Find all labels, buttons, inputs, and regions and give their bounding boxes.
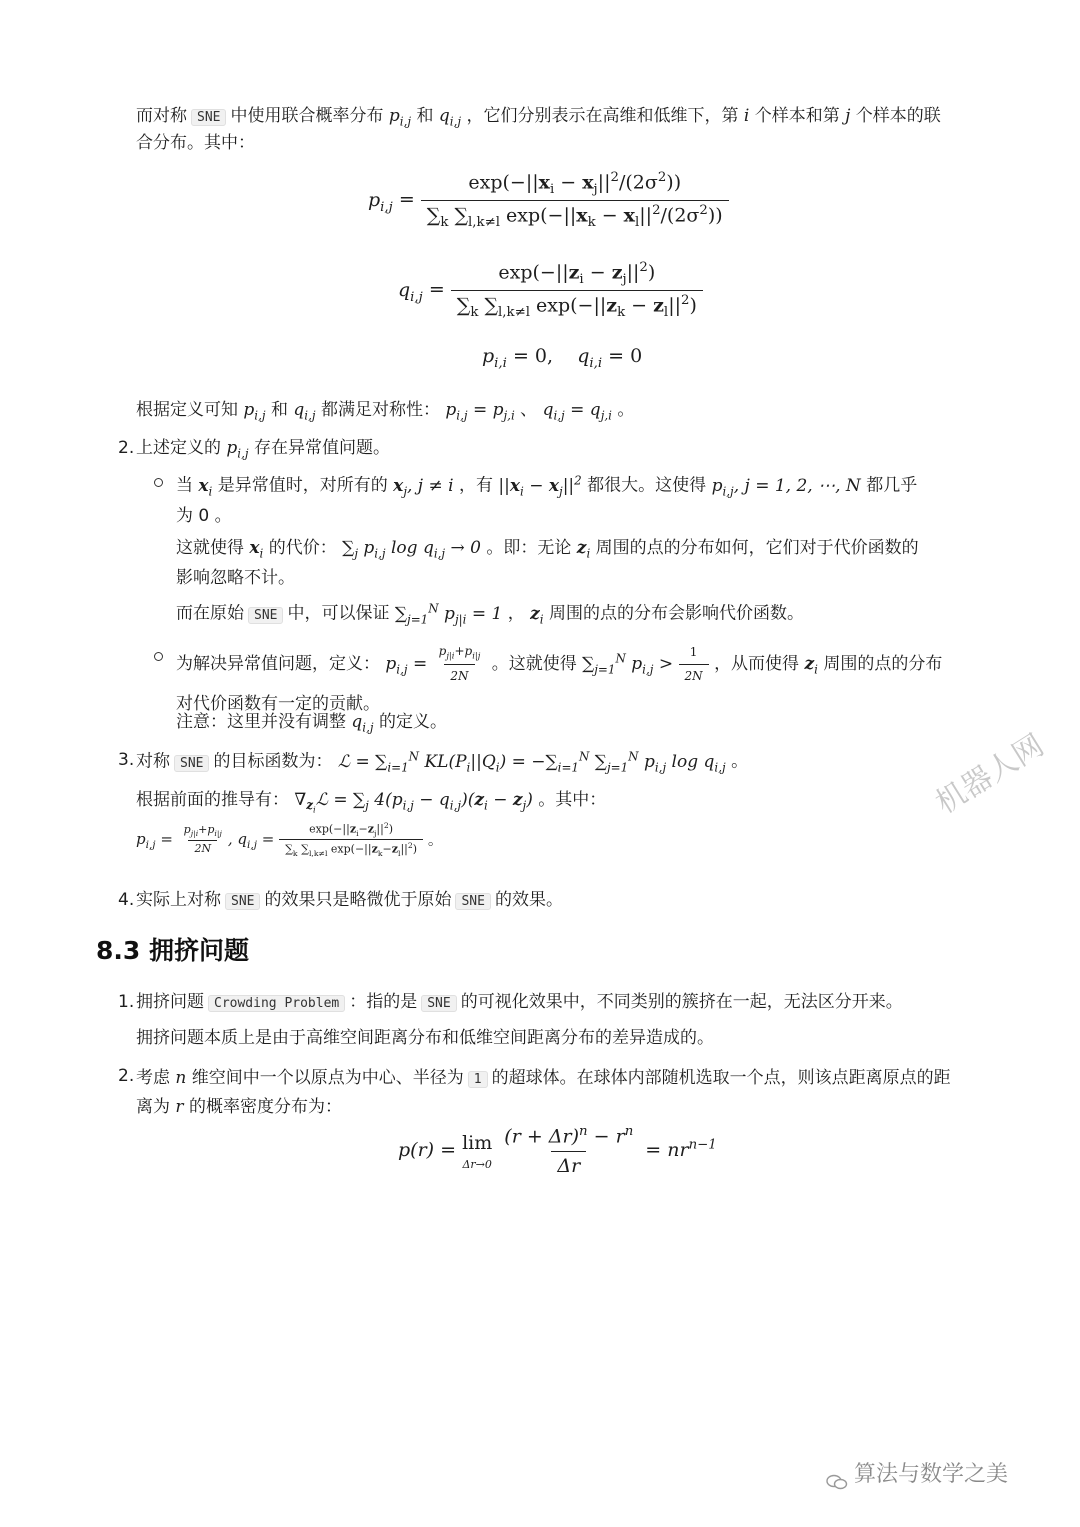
- code-sne: SNE: [174, 755, 209, 772]
- crowding-definition: [136, 990, 996, 1016]
- item-text: 注意：这里并没有调整: [176, 712, 346, 732]
- note-text: 根据定义可知: [136, 400, 238, 420]
- watermark-diagonal: 机器人网: [929, 727, 1051, 822]
- code-sne: SNE: [455, 893, 490, 910]
- item-text: 的效果。: [494, 890, 563, 910]
- math-j: j: [845, 106, 851, 126]
- item-text: ，从而使得: [714, 654, 800, 675]
- equation-diag-zero: $p_{i,i} = 0$, $q_{i,i} = 0$: [482, 345, 643, 371]
- intro-text: 个样本和第: [754, 106, 840, 126]
- item3-defs: $p_{i,j}$ = $\frac{p_{j|i}+p_{i|j}}{2N}$ , $q_{i,j}$ = $\frac{\exp(-||z_i-z_j||^2)}{\sum_k \sum_{l,k\ne l} \exp(-||z_k-z_l||^2)}$ 。: [136, 821, 443, 859]
- math-p-ij: $p_{i,j}$: [388, 106, 412, 129]
- intro-text: 和: [416, 106, 434, 126]
- item-text: 的定义。: [378, 712, 447, 732]
- intro-text: 合分布。其中：: [136, 133, 255, 154]
- item-text: 实际上对称: [136, 890, 221, 910]
- note-text: 。: [617, 400, 635, 420]
- item-text: 。其中：: [538, 790, 607, 810]
- item-text: 都几乎: [866, 475, 918, 496]
- item-text: 存在异常值问题。: [253, 438, 390, 458]
- symmetry-note: 根据定义可知 $p_{i,j}$ 和 $q_{i,j}$ 都满足对称性： $p_{i,j} = p_{j,i}$ 、 $q_{i,j} = q_{j,i}$ 。: [136, 400, 635, 423]
- bullet1-paragraph: 当 $x_i$ 是异常值时，对所有的 $x_j$, j ≠ i ，有 $||x_i - x_j||^2$ 都很大。这使得 $p_{i,j}$, j = 1, 2, ⋯, N 都几乎 为 0 。: [176, 473, 918, 526]
- equation-q-ij: $q_{i,j}$ = $\frac{\exp(-||z_i - z_j||^2)}{\sum_k \sum_{l,k\ne l} \exp(-||z_k - z_l||^2)}$: [398, 258, 703, 323]
- item-text: ，有: [458, 475, 493, 496]
- item3-paragraph: 对称 SNE 的目标函数为： ℒ = $\sum_{i=1}^N$ $KL(P_i||Q_i) = -\sum_{i=1}^N$ $\sum_{j=1}^N$ $p_{i,j}$ $\log q_{i,j}$ 。: [136, 749, 749, 775]
- watermark-footer: [826, 1458, 1008, 1491]
- item-text: 为 0 。: [176, 505, 232, 526]
- note-text: 和: [270, 400, 288, 420]
- item-text: 周围的点的分布: [823, 654, 943, 675]
- intro-text: ，它们分别表示在高维和低维下，第: [466, 106, 739, 126]
- item3-gradient: 根据前面的推导有： $\nabla_{z_i}ℒ = \sum_j$ $4(p_{i,j} - q_{i,j})(z_i - z_j)$ 。其中：: [136, 790, 607, 815]
- item-text: 的超球体。在球体内部随机选取一个点，则该点距离原点的距: [491, 1068, 951, 1088]
- item-text: 。这就使得: [491, 654, 577, 675]
- item-text: 当: [176, 475, 193, 496]
- math-i: i: [743, 106, 750, 126]
- item-text: 的概率密度分布为：: [188, 1096, 342, 1117]
- item-text: 而在原始: [176, 603, 244, 624]
- item-text: 为解决异常值问题，定义：: [176, 654, 380, 675]
- item-text: 。: [427, 830, 443, 849]
- math-q-ij: $q_{i,j}$: [438, 106, 462, 129]
- item-text: 对代价函数有一定的贡献。: [176, 694, 380, 715]
- bullet2-note: 注意：这里并没有调整 $q_{i,j}$ 的定义。: [176, 712, 447, 735]
- item2-heading: 上述定义的 $p_{i,j}$ 存在异常值问题。: [136, 438, 390, 461]
- item-text: 的效果只是略微优于原始: [264, 890, 452, 910]
- list-number: 3.: [118, 750, 135, 770]
- bullet1-original-paragraph: 而在原始 SNE 中，可以保证 $\sum_{j=1}^N$ $p_{j|i} = 1$ ， $z_i$ 周围的点的分布会影响代价函数。: [176, 601, 805, 627]
- intro-text: 个样本的联: [855, 106, 941, 126]
- item-text: 对称: [136, 751, 170, 772]
- item-text: 的可视化效果中，不同类别的簇挤在一起，无法区分开来。: [460, 992, 903, 1012]
- item-text: 离为: [136, 1096, 170, 1117]
- item-text: 中，可以保证: [287, 603, 390, 624]
- item-text: 考虑: [136, 1068, 170, 1088]
- code-crowding-problem: Crowding Problem: [208, 995, 345, 1012]
- code-sne: SNE: [421, 995, 456, 1012]
- list-number: 1.: [118, 992, 135, 1012]
- hypersphere-paragraph: 考虑 n 维空间中一个以原点为中心、半径为 1 的超球体。在球体内部随机选取一个点，则该点距离原点的距 离为 r 的概率密度分布为：: [136, 1068, 951, 1117]
- item4-paragraph: [136, 888, 996, 914]
- item-text: 根据前面的推导有：: [136, 790, 289, 810]
- item-text: 的目标函数为：: [213, 751, 333, 772]
- bullet2-paragraph: 为解决异常值问题，定义： $p_{i,j}$ = $\frac{p_{j|i}+p_{i|j}}{2N}$ 。这就使得 $\sum_{j=1}^N$ $p_{i,j}$ > $\frac{1}{2N}$ ，从而使得 $z_i$ 周围的点的分布 对代价函数有一定的贡献。: [176, 644, 943, 715]
- code-sne: SNE: [225, 893, 260, 910]
- intro-paragraph: [136, 104, 996, 157]
- item-text: 。: [731, 751, 749, 772]
- item-text: 都很大。这使得: [587, 475, 707, 496]
- item-text: 维空间中一个以原点为中心、半径为: [191, 1068, 464, 1088]
- equation-density: p(r) = lim Δr→0 $\frac{(r + \Delta r)^n - r^n}{\Delta r}$ = $nr^{n-1}$: [398, 1122, 717, 1180]
- item-text: 这就使得: [176, 538, 244, 558]
- note-text: 、: [520, 400, 538, 420]
- crowding-cause: 拥挤问题本质上是由于高维空间距离分布和低维空间距离分布的差异造成的。: [136, 1028, 714, 1048]
- intro-text: 而对称: [136, 106, 187, 126]
- item-text: 是异常值时，对所有的: [217, 475, 388, 496]
- item-text: ：指的是: [349, 992, 418, 1012]
- item-text: 影响忽略不计。: [176, 568, 295, 589]
- item-text: ，: [507, 603, 525, 624]
- wechat-icon: [826, 1467, 848, 1483]
- code-sne: SNE: [248, 607, 283, 624]
- bullet1-cost-paragraph: 这就使得 $x_i$ 的代价： $\sum_j$ $p_{i,j}$ $\log q_{i,j} \to 0$ 。即：无论 $z_i$ 周围的点的分布如何，它们对于代价函数的 影响忽略不计。: [176, 538, 919, 589]
- item-text: 。即：无论: [486, 538, 572, 558]
- bullet-circle: [154, 478, 163, 487]
- item-text: 周围的点的分布会影响代价函数。: [549, 603, 805, 624]
- list-number: 2.: [118, 438, 135, 458]
- code-sne: SNE: [191, 109, 226, 126]
- section-heading: 8.3 拥挤问题: [96, 936, 249, 965]
- bullet-circle: [154, 652, 163, 661]
- footer-watermark-text: 算法与数学之美: [854, 1462, 1009, 1487]
- intro-text: 中使用联合概率分布: [230, 106, 384, 126]
- equation-p-ij: $p_{i,j}$ = $\frac{\exp(-||x_i - x_j||^2/(2\sigma^2))}{\sum_k \sum_{l,k\ne l} \exp(-||x_k - x_l||^2/(2\sigma^2))}$: [368, 168, 729, 233]
- item-text: 周围的点的分布如何，它们对于代价函数的: [595, 538, 919, 558]
- item-text: 的代价：: [268, 538, 337, 558]
- list-number: 4.: [118, 890, 135, 910]
- code-one: 1: [468, 1071, 488, 1088]
- item-text: 上述定义的: [136, 438, 221, 458]
- list-number: 2.: [118, 1066, 135, 1086]
- note-text: 都满足对称性：: [320, 400, 440, 420]
- item-text: 拥挤问题: [136, 992, 204, 1012]
